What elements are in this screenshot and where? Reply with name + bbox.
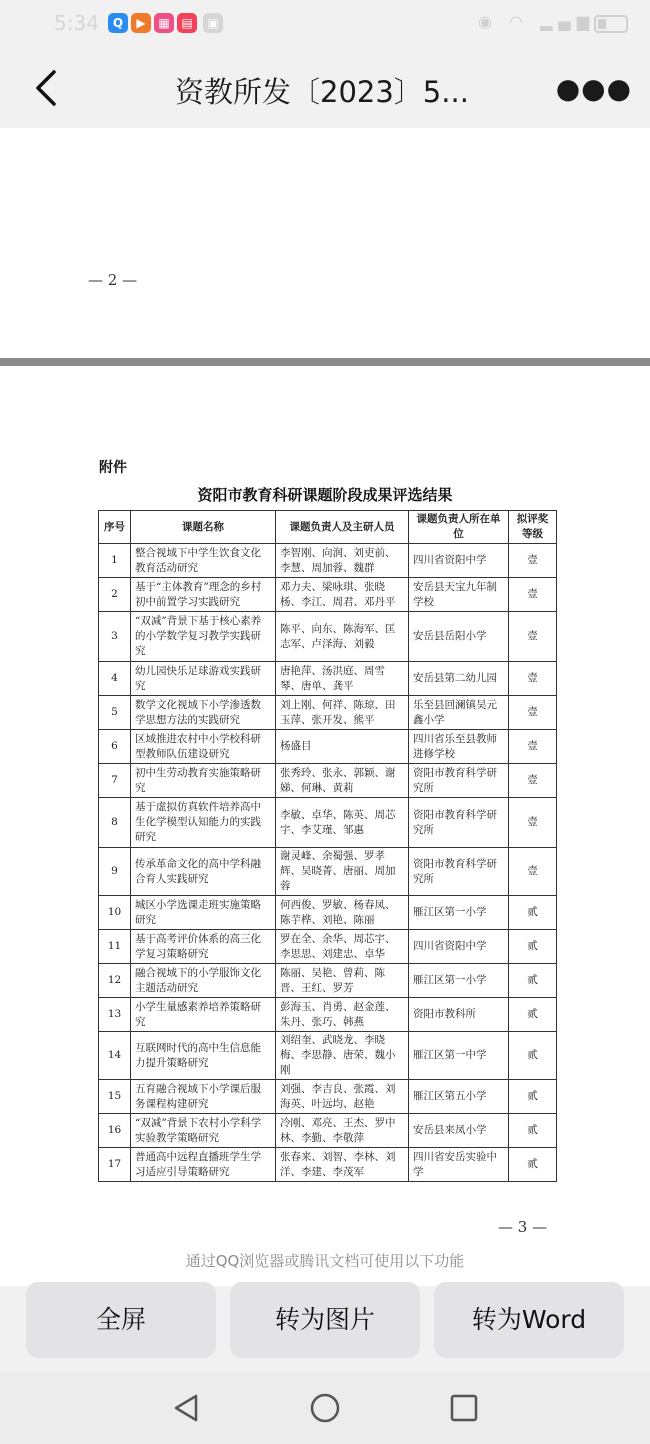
document-title: 资教所发〔2023〕5... bbox=[175, 75, 469, 109]
table-row bbox=[99, 964, 557, 998]
back-arrow-icon[interactable] bbox=[28, 64, 68, 112]
row-number: 9 bbox=[99, 848, 131, 896]
project-unit: 雁江区第一小学 bbox=[409, 896, 509, 930]
status-bar bbox=[0, 0, 650, 48]
award-grade: 壹 bbox=[509, 764, 557, 798]
award-grade: 贰 bbox=[509, 930, 557, 964]
project-members: 李敏、卓华、陈英、周芯宇、李艾瑾、邹惠 bbox=[276, 798, 409, 848]
row-number: 3 bbox=[99, 612, 131, 662]
award-grade: 壹 bbox=[509, 798, 557, 848]
row-number: 8 bbox=[99, 798, 131, 848]
column-header-unit: 课题负责人所在单位 bbox=[409, 511, 509, 544]
award-grade: 壹 bbox=[509, 730, 557, 764]
project-members: 张春来、刘智、李林、刘洋、李建、李茂军 bbox=[276, 1148, 409, 1182]
row-number: 15 bbox=[99, 1080, 131, 1114]
row-number: 1 bbox=[99, 544, 131, 578]
battery-icon bbox=[594, 15, 628, 33]
project-members: 邓力夫、梁咏琪、张晓杨、李江、周君、邓丹平 bbox=[276, 578, 409, 612]
project-members: 刘绍奎、武晓龙、李晓梅、李思静、唐荣、魏小刚 bbox=[276, 1032, 409, 1080]
row-number: 4 bbox=[99, 662, 131, 696]
project-name: 基于虚拟仿真软件培养高中生化学模型认知能力的实践研究 bbox=[131, 798, 276, 848]
project-members: 陈丽、吴艳、曾莉、陈晋、王红、罗芳 bbox=[276, 964, 409, 998]
project-name: 整合视域下中学生饮食文化教育活动研究 bbox=[131, 544, 276, 578]
more-options-icon[interactable]: ●●● bbox=[555, 72, 632, 105]
project-name: 城区小学选课走班实施策略研究 bbox=[131, 896, 276, 930]
project-name: 基于“主体教育”理念的乡村初中前置学习实践研究 bbox=[131, 578, 276, 612]
feature-hint: 通过QQ浏览器或腾讯文档可使用以下功能 bbox=[185, 1252, 465, 1270]
table-title: 资阳市教育科研课题阶段成果评选结果 bbox=[197, 486, 453, 504]
system-nav-bar bbox=[0, 1372, 650, 1444]
award-grade: 贰 bbox=[509, 896, 557, 930]
project-name: 融合视域下的小学服饰文化主题活动研究 bbox=[131, 964, 276, 998]
nav-recents-icon[interactable] bbox=[448, 1392, 480, 1424]
table-row bbox=[99, 1080, 557, 1114]
project-name: 幼儿园快乐足球游戏实践研究 bbox=[131, 662, 276, 696]
project-unit: 资阳市教育科学研究所 bbox=[409, 848, 509, 896]
project-unit: 雁江区第一中学 bbox=[409, 1032, 509, 1080]
row-number: 11 bbox=[99, 930, 131, 964]
table-row bbox=[99, 798, 557, 848]
project-name: 区域推进农村中小学校科研型教师队伍建设研究 bbox=[131, 730, 276, 764]
page-separator bbox=[0, 358, 650, 366]
project-unit: 乐至县回澜镇吴元鑫小学 bbox=[409, 696, 509, 730]
award-grade: 壹 bbox=[509, 848, 557, 896]
row-number: 13 bbox=[99, 998, 131, 1032]
table-row bbox=[99, 848, 557, 896]
convert-to-word-button[interactable]: 转为Word bbox=[434, 1282, 624, 1358]
attachment-label: 附件 bbox=[99, 460, 127, 476]
project-name: 初中生劳动教育实施策略研究 bbox=[131, 764, 276, 798]
award-grade: 壹 bbox=[509, 578, 557, 612]
project-unit: 资阳市教育科学研究所 bbox=[409, 798, 509, 848]
project-name: “双减”背景下基于核心素养的小学数学复习教学实践研究 bbox=[131, 612, 276, 662]
column-header-name: 课题名称 bbox=[131, 511, 276, 544]
table-row bbox=[99, 1114, 557, 1148]
project-unit: 资阳市教科所 bbox=[409, 998, 509, 1032]
document-page-current[interactable] bbox=[0, 366, 650, 1286]
project-members: 李智刚、向润、刘吏前、李慧、周加蓉、魏群 bbox=[276, 544, 409, 578]
project-members: 刘上刚、何祥、陈琼、田玉萍、张开发、熊平 bbox=[276, 696, 409, 730]
results-table bbox=[98, 510, 557, 1182]
award-grade: 贰 bbox=[509, 998, 557, 1032]
project-unit: 安岳县天宝九年制学校 bbox=[409, 578, 509, 612]
table-row bbox=[99, 930, 557, 964]
award-grade: 贰 bbox=[509, 964, 557, 998]
row-number: 12 bbox=[99, 964, 131, 998]
row-number: 16 bbox=[99, 1114, 131, 1148]
project-name: “双减”背景下农村小学科学实验教学策略研究 bbox=[131, 1114, 276, 1148]
row-number: 5 bbox=[99, 696, 131, 730]
project-name: 基于高考评价体系的高三化学复习策略研究 bbox=[131, 930, 276, 964]
project-unit: 四川省资阳中学 bbox=[409, 544, 509, 578]
award-grade: 壹 bbox=[509, 544, 557, 578]
project-unit: 四川省乐至县教师进修学校 bbox=[409, 730, 509, 764]
row-number: 17 bbox=[99, 1148, 131, 1182]
project-members: 张秀玲、张永、郭颖、谢娣、何琳、黄莉 bbox=[276, 764, 409, 798]
book-app-icon: ▤ bbox=[177, 13, 197, 33]
project-name: 小学生量感素养培养策略研究 bbox=[131, 998, 276, 1032]
project-unit: 四川省资阳中学 bbox=[409, 930, 509, 964]
table-row bbox=[99, 696, 557, 730]
nav-back-icon[interactable] bbox=[170, 1392, 202, 1424]
project-unit: 雁江区第五小学 bbox=[409, 1080, 509, 1114]
project-members: 陈平、向东、陈海军、匡志军、卢泽海、刘毅 bbox=[276, 612, 409, 662]
project-name: 数学文化视域下小学渗透数学思想方法的实践研究 bbox=[131, 696, 276, 730]
project-members: 刘强、李吉良、张霞、刘海英、叶远均、赵艳 bbox=[276, 1080, 409, 1114]
project-name: 五育融合视域下小学课后服务课程构建研究 bbox=[131, 1080, 276, 1114]
nav-home-icon[interactable] bbox=[309, 1392, 341, 1424]
table-row bbox=[99, 730, 557, 764]
table-row bbox=[99, 764, 557, 798]
project-members: 谢灵峰、余蜀强、罗孝辉、吴晓菁、唐丽、周加蓉 bbox=[276, 848, 409, 896]
project-unit: 安岳县岳阳小学 bbox=[409, 612, 509, 662]
project-unit: 雁江区第一小学 bbox=[409, 964, 509, 998]
video-app-icon: ▶ bbox=[131, 13, 151, 33]
signal-wifi-icons: ◉ ◠ ▂▄▆ bbox=[477, 12, 595, 31]
column-header-no: 序号 bbox=[99, 511, 131, 544]
table-row bbox=[99, 1032, 557, 1080]
project-name: 传承革命文化的高中学科融合育人实践研究 bbox=[131, 848, 276, 896]
award-grade: 贰 bbox=[509, 1080, 557, 1114]
project-name: 互联网时代的高中生信息能力提升策略研究 bbox=[131, 1032, 276, 1080]
page-number: — 3 — bbox=[498, 1218, 548, 1236]
fullscreen-button[interactable]: 全屏 bbox=[26, 1282, 216, 1358]
award-grade: 壹 bbox=[509, 696, 557, 730]
award-grade: 贰 bbox=[509, 1032, 557, 1080]
top-app-bar bbox=[0, 48, 650, 128]
project-unit: 安岳县来凤小学 bbox=[409, 1114, 509, 1148]
document-page-previous bbox=[0, 128, 650, 358]
project-name: 普通高中远程直播班学生学习适应引导策略研究 bbox=[131, 1148, 276, 1182]
row-number: 6 bbox=[99, 730, 131, 764]
award-grade: 贰 bbox=[509, 1114, 557, 1148]
page-number: — 2 — bbox=[88, 271, 138, 289]
row-number: 10 bbox=[99, 896, 131, 930]
table-row bbox=[99, 998, 557, 1032]
award-grade: 壹 bbox=[509, 612, 557, 662]
image-app-icon: ▣ bbox=[203, 13, 223, 33]
column-header-grade: 拟评奖等级 bbox=[509, 511, 557, 544]
project-members: 何西俊、罗敏、杨春凤、陈芋桦、刘艳、陈丽 bbox=[276, 896, 409, 930]
project-unit: 资阳市教育科学研究所 bbox=[409, 764, 509, 798]
table-row bbox=[99, 896, 557, 930]
project-unit: 安岳县第二幼儿园 bbox=[409, 662, 509, 696]
row-number: 7 bbox=[99, 764, 131, 798]
project-members: 唐艳萍、汤洪庭、周雪琴、唐单、龚平 bbox=[276, 662, 409, 696]
table-row bbox=[99, 1148, 557, 1182]
project-members: 冷刚、邓亮、王杰、罗中林、李勤、李敬萍 bbox=[276, 1114, 409, 1148]
column-header-people: 课题负责人及主研人员 bbox=[276, 511, 409, 544]
row-number: 14 bbox=[99, 1032, 131, 1080]
table-row bbox=[99, 544, 557, 578]
project-unit: 四川省安岳实验中学 bbox=[409, 1148, 509, 1182]
table-row bbox=[99, 662, 557, 696]
project-members: 彭海玉、肖勇、赵金莲、朱丹、张巧、韩燕 bbox=[276, 998, 409, 1032]
convert-to-image-button[interactable]: 转为图片 bbox=[230, 1282, 420, 1358]
project-members: 罗在全、余华、周芯宇、李思思、刘建忠、卓华 bbox=[276, 930, 409, 964]
qq-browser-icon: Q bbox=[108, 13, 128, 33]
status-time: 5:34 bbox=[54, 11, 99, 35]
table-header-row bbox=[99, 511, 557, 544]
project-members: 杨盛目 bbox=[276, 730, 409, 764]
app-grid-icon: ▦ bbox=[154, 13, 174, 33]
table-row bbox=[99, 612, 557, 662]
award-grade: 壹 bbox=[509, 662, 557, 696]
row-number: 2 bbox=[99, 578, 131, 612]
award-grade: 贰 bbox=[509, 1148, 557, 1182]
table-row bbox=[99, 578, 557, 612]
